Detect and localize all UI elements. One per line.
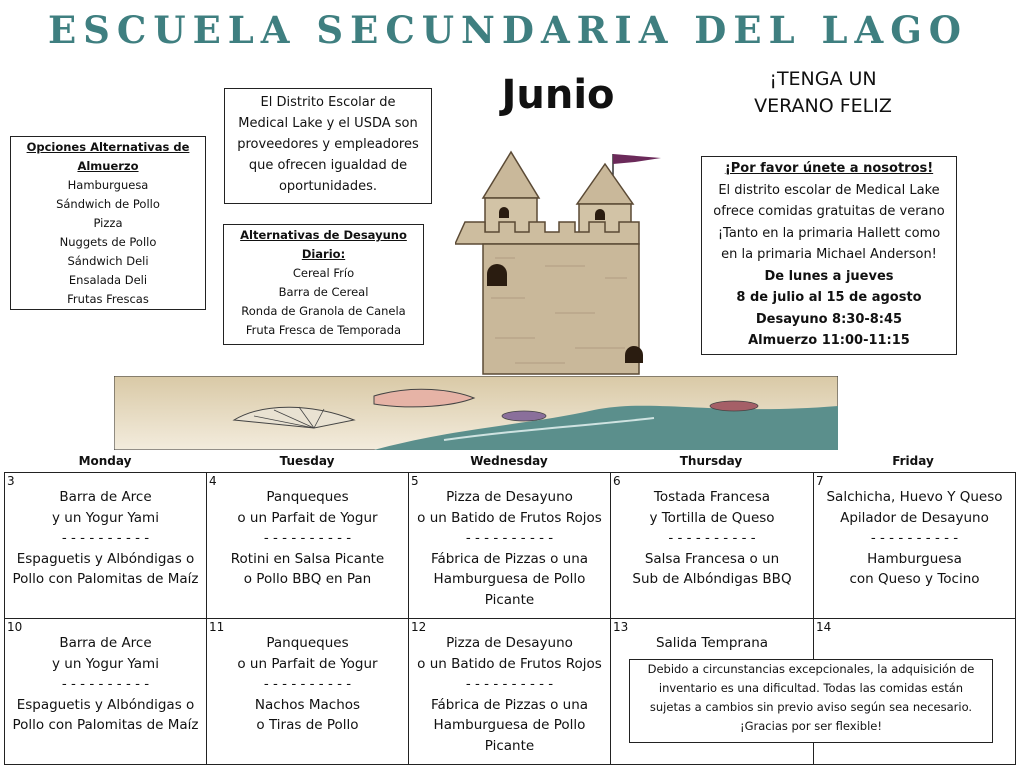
lunch-item: Rotini en Salsa Picante	[230, 550, 385, 567]
day-header-thursday: Thursday	[679, 454, 743, 468]
breakfast-item: Panqueques	[266, 635, 349, 651]
menu-separator: - - - - - - - - - -	[465, 676, 554, 692]
menu-separator: - - - - - - - - - -	[61, 530, 150, 546]
sandcastle-illustration	[455, 148, 695, 376]
lunch-item: Espaguetis y Albóndigas o	[16, 696, 195, 713]
lunch-item: o Pollo BBQ en Pan	[243, 571, 372, 587]
breakfast-item: o un Parfait de Yogur	[237, 655, 378, 672]
summer-meals-title: ¡Por favor únete a nosotros!	[724, 161, 934, 176]
calendar-day-cell	[207, 473, 409, 619]
breakfast-item: Pizza de Desayuno	[446, 635, 573, 651]
school-name-title: ESCUELA SECUNDARIA DEL LAGO	[47, 8, 969, 52]
lunch-option: Nuggets de Pollo	[59, 235, 157, 249]
equal-opportunity-box	[224, 88, 432, 204]
day-number: 10	[7, 620, 23, 634]
beach-illustration	[114, 376, 838, 450]
alternative-lunch-box	[10, 136, 206, 310]
breakfast-item: Pizza de Desayuno	[446, 489, 573, 505]
breakfast-option: Barra de Cereal	[278, 285, 369, 299]
day-number: 13	[613, 620, 629, 634]
lunch-item: Hamburguesa de Pollo	[433, 717, 586, 733]
lunch-item: Pollo con Palomitas de Maíz	[12, 571, 199, 587]
summer-meals-breakfast-time: Desayuno 8:30-8:45	[755, 311, 903, 327]
lunch-item: Picante	[484, 737, 535, 754]
calendar-day-cell	[409, 619, 611, 765]
day-header-tuesday: Tuesday	[279, 454, 335, 468]
lunch-item: Pollo con Palomitas de Maíz	[12, 717, 199, 733]
breakfast-item: o un Batido de Frutos Rojos	[417, 509, 602, 526]
summer-meals-box	[701, 156, 957, 355]
early-release-label: Salida Temprana	[655, 635, 769, 651]
day-number: 11	[209, 620, 225, 634]
summer-meals-lunch-time: Almuerzo 11:00-11:15	[748, 333, 910, 348]
lunch-item: Salsa Francesa o un	[644, 550, 780, 567]
day-header-wednesday: Wednesday	[470, 454, 548, 468]
breakfast-item: y Tortilla de Queso	[649, 509, 775, 526]
notice-line: ¡Gracias por ser flexible!	[740, 719, 882, 733]
lunch-option: Pizza	[93, 216, 123, 230]
breakfast-option: Ronda de Granola de Canela	[241, 304, 406, 318]
equal-opportunity-line: Medical Lake y el USDA son	[238, 116, 418, 131]
lunch-item: Fábrica de Pizzas o una	[430, 696, 589, 713]
calendar-day-cell	[409, 473, 611, 619]
calendar-day-cell	[4, 473, 207, 619]
day-number: 4	[209, 474, 217, 488]
equal-opportunity-line: El Distrito Escolar de	[260, 95, 396, 110]
calendar-day-cell	[4, 619, 207, 765]
equal-opportunity-line: proveedores y empleadores	[237, 137, 419, 152]
lunch-item: Hamburguesa de Pollo	[433, 571, 586, 587]
day-number: 14	[816, 620, 832, 634]
lunch-option: Frutas Frescas	[67, 292, 149, 306]
breakfast-item: Tostada Francesa	[653, 489, 771, 505]
breakfast-item: o un Batido de Frutos Rojos	[417, 655, 602, 672]
menu-separator: - - - - - - - - - -	[61, 676, 150, 692]
lunch-item: Espaguetis y Albóndigas o	[16, 550, 195, 567]
alternative-breakfast-box	[223, 224, 424, 345]
menu-separator: - - - - - - - - - -	[263, 530, 352, 546]
notice-line: sujetas a cambios sin previo aviso según sea necesario.	[649, 700, 973, 714]
notice-line: Debido a circunstancias excepcionales, la adquisición de	[647, 662, 975, 676]
day-number: 5	[411, 474, 419, 488]
equal-opportunity-line: oportunidades.	[278, 179, 378, 194]
breakfast-option: Cereal Frío	[292, 266, 355, 280]
summer-meals-line: ofrece comidas gratuitas de verano	[713, 204, 945, 219]
breakfast-item: Salchicha, Huevo Y Queso	[826, 489, 1003, 505]
menu-separator: - - - - - - - - - -	[668, 530, 756, 546]
menu-separator: - - - - - - - - - -	[465, 530, 554, 546]
calendar-day-cell	[611, 473, 814, 619]
calendar-day-cell	[207, 619, 409, 765]
lunch-item: Sub de Albóndigas BBQ	[632, 571, 792, 587]
day-number: 6	[613, 474, 621, 488]
breakfast-item: Panqueques	[266, 489, 349, 505]
equal-opportunity-line: que ofrecen igualdad de	[248, 158, 408, 173]
breakfast-option: Fruta Fresca de Temporada	[245, 323, 402, 337]
calendar-day-cell	[814, 473, 1016, 619]
lunch-option: Sándwich de Pollo	[56, 197, 160, 211]
alternative-lunch-title: Almuerzo	[77, 159, 139, 173]
alternative-breakfast-title: Alternativas de Desayuno	[240, 228, 407, 242]
lunch-option: Ensalada Deli	[68, 273, 148, 287]
menu-separator: - - - - - - - - - -	[870, 530, 959, 546]
summer-meals-line: El distrito escolar de Medical Lake	[718, 182, 940, 198]
summer-greeting-line: VERANO FELIZ	[754, 95, 892, 117]
notice-line: inventario es una dificultad. Todas las comidas están	[658, 681, 964, 695]
summer-meals-dates: 8 de julio al 15 de agosto	[736, 290, 922, 305]
day-header-monday: Monday	[78, 454, 132, 468]
day-header-friday: Friday	[892, 454, 934, 468]
breakfast-item: Barra de Arce	[59, 635, 152, 651]
lunch-item: con Queso y Tocino	[849, 571, 980, 587]
menu-change-notice	[629, 659, 993, 743]
menu-separator: - - - - - - - - - -	[263, 676, 352, 692]
lunch-option: Sándwich Deli	[67, 254, 149, 268]
summer-greeting	[728, 66, 918, 120]
month-title: Junio	[501, 72, 615, 118]
lunch-option: Hamburguesa	[67, 178, 149, 192]
calendar-day-headers	[4, 454, 1016, 472]
summer-meals-line: ¡Tanto en la primaria Hallett como	[717, 225, 941, 241]
day-number: 7	[816, 474, 824, 488]
breakfast-item: o un Parfait de Yogur	[237, 509, 378, 526]
lunch-item: Picante	[484, 591, 535, 608]
lunch-item: Nachos Machos	[254, 696, 361, 713]
lunch-item: Fábrica de Pizzas o una	[430, 550, 589, 567]
summer-meals-line: en la primaria Michael Anderson!	[721, 247, 937, 262]
day-number: 3	[7, 474, 15, 488]
alternative-breakfast-title: Diario:	[301, 247, 346, 261]
breakfast-item: Barra de Arce	[59, 489, 152, 505]
day-number: 12	[411, 620, 427, 634]
lunch-item: o Tiras de Pollo	[256, 717, 359, 733]
lunch-item: Hamburguesa	[867, 550, 962, 567]
summer-meals-days: De lunes a jueves	[764, 268, 894, 284]
summer-greeting-line: ¡TENGA UN	[769, 68, 877, 90]
alternative-lunch-title: Opciones Alternativas de	[26, 140, 190, 154]
breakfast-item: Apilador de Desayuno	[840, 509, 989, 526]
breakfast-item: y un Yogur Yami	[52, 655, 159, 672]
breakfast-item: y un Yogur Yami	[52, 509, 159, 526]
